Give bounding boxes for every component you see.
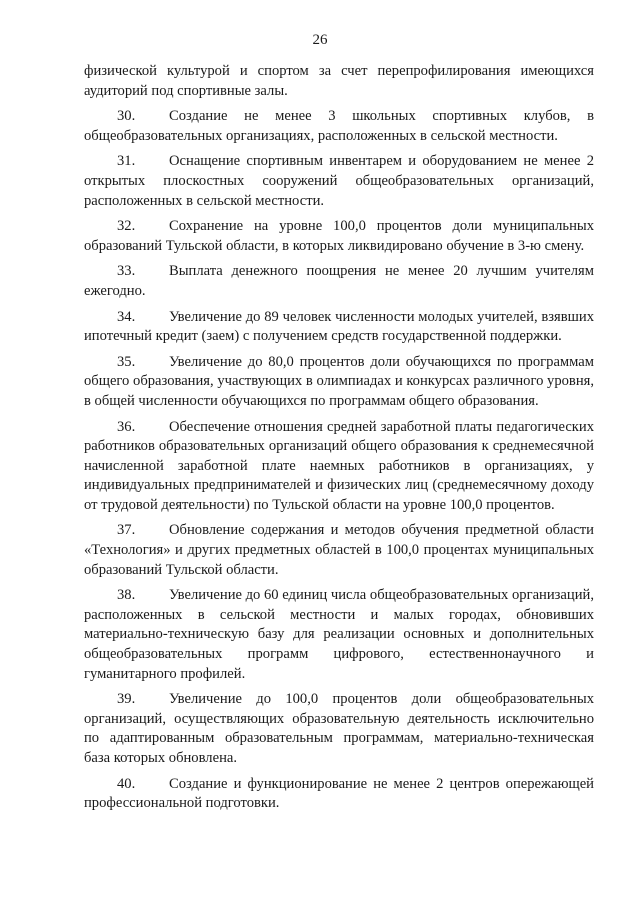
item-text: Создание и функционирование не менее 2 центров опережающей профессиональной подготовки. [84,775,594,812]
item-number: 31. [117,153,136,170]
document-body [84,62,594,820]
paragraph-text: физической культурой и спортом за счет перепрофилирования имеющихся аудиторий под спортивные залы. [84,63,594,99]
list-item-38 [84,586,594,684]
list-item-35 [84,353,594,412]
list-item-36 [84,418,594,516]
item-number: 35. [117,353,136,370]
list-item-34 [84,308,594,347]
item-text: Выплата денежного поощрения не менее 20 лучшим учителям ежегодно. [84,263,594,299]
item-text: Увеличение до 89 человек численности молодых учителей, взявших ипотечный кредит (заем) с получением средств государственной поддержки. [84,308,594,345]
item-text: Оснащение спортивным инвентарем и оборудованием не менее 2 открытых плоскостных сооружений общеобразовательных организаций, расположенных в сельской местности. [84,153,594,209]
item-text: Увеличение до 60 единиц числа общеобразовательных организаций, расположенных в сельской местности и малых городах, обновивших материально-техническую базу для реализации основных и дополнительных общеобразовательных программ цифрового, естественнонаучного и гуманитарного профилей. [84,587,594,682]
item-number: 37. [117,522,136,539]
item-number: 33. [117,263,136,280]
list-item-39 [84,690,594,768]
list-item-30 [84,107,594,146]
item-number: 39. [117,691,136,708]
item-number: 40. [117,775,136,792]
item-number: 36. [117,418,136,435]
item-number: 34. [117,308,136,325]
item-number: 32. [117,218,136,235]
list-item-37 [84,521,594,580]
item-text: Обновление содержания и методов обучения предметной области «Технология» и других предметных областей в 100,0 процентах муниципальных образований Тульской области. [84,522,594,578]
list-item-40 [84,775,594,814]
item-number: 30. [117,108,136,125]
list-item-32 [84,217,594,256]
list-item-33 [84,262,594,301]
item-text: Увеличение до 80,0 процентов доли обучающихся по программам общего образования, участвующих в олимпиадах и конкурсах различного уровня, в общей численности обучающихся по программам общего образования. [84,353,594,409]
item-number: 38. [117,587,136,604]
paragraph-continuation [84,62,594,101]
page-number: 26 [312,32,328,48]
item-text: Сохранение на уровне 100,0 процентов доли муниципальных образований Тульской области, в которых ликвидировано обучение в 3-ю смену. [84,218,594,254]
item-text: Создание не менее 3 школьных спортивных клубов, в общеобразовательных организациях, расположенных в сельской местности. [84,108,594,144]
item-text: Увеличение до 100,0 процентов доли общеобразовательных организаций, осуществляющих образовательную деятельность исключительно по адаптированным образовательным программам, материально-техническая база которых обновлена. [84,691,594,766]
item-text: Обеспечение отношения средней заработной платы педагогических работников образовательных организаций общего образования к среднемесячной начисленной заработной плате наемных работников в организациях, у индивидуальных предпринимателей и физических лиц (среднемесячному доходу от трудовой деятельности) по Тульской области на уровне 100,0 процентов. [84,418,594,513]
list-item-31 [84,152,594,211]
